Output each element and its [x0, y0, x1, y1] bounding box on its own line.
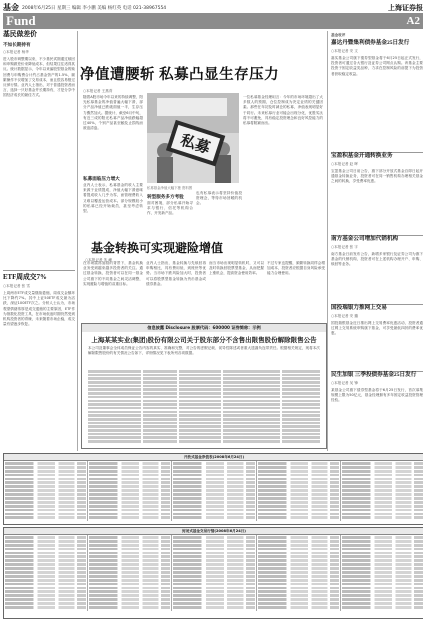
- table-row: [88, 429, 320, 432]
- fund-nav-table-caption: 开放式基金净值表(2008年6月24日): [4, 454, 423, 461]
- table-row: [5, 602, 86, 605]
- table-row: [258, 602, 339, 605]
- table-row: [89, 590, 170, 593]
- table-row: [173, 552, 254, 555]
- table-row: [5, 590, 86, 593]
- table-column: [4, 461, 88, 521]
- table-row: [342, 606, 423, 609]
- table-row: [173, 583, 254, 586]
- table-row: [342, 594, 423, 597]
- table-row: [258, 548, 339, 551]
- right-news-4-byline: ○本报记者 安 璐: [331, 314, 358, 318]
- main-article-col3: [243, 95, 323, 235]
- table-row: [88, 433, 320, 436]
- table-row: [88, 374, 320, 377]
- table-row: [88, 392, 320, 395]
- table-row: [258, 583, 339, 586]
- table-row: [258, 501, 339, 504]
- table-column: [88, 461, 172, 521]
- table-row: [258, 478, 339, 481]
- table-row: [173, 493, 254, 496]
- table-row: [342, 489, 423, 492]
- table-row: [342, 516, 423, 519]
- etf-article-body: 上周两市ETF成交量继续萎缩，周成交金额环比下降约7%。其中上证50ETF成交最为活跃，深证100ETF次之。分析人士认为，市场观望情绪浓厚是成交萎缩的主要原因，ETF作为指数化投资工具，在市场低迷时期仍然受到机构投资者的青睐，未来随着市场企稳，成交量有望逐步恢复。: [3, 291, 75, 327]
- table-row: [173, 470, 254, 473]
- page-number: A2: [406, 15, 420, 27]
- table-row: [89, 575, 170, 578]
- table-row: [88, 422, 320, 425]
- table-row: [342, 602, 423, 605]
- table-row: [173, 501, 254, 504]
- table-row: [88, 418, 320, 421]
- table-row: [258, 497, 339, 500]
- table-row: [258, 567, 339, 570]
- table-row: [173, 559, 254, 562]
- table-row: [342, 505, 423, 508]
- closed-fund-table-body: [4, 535, 423, 611]
- table-row: [342, 540, 423, 543]
- table-row: [342, 571, 423, 574]
- table-row: [173, 563, 254, 566]
- table-row: [342, 579, 423, 582]
- table-column: [4, 535, 88, 611]
- left-article-body: 进入股市调整期以来，不少基民试图通过赎回和申购做差价来降低成本，但结果往往适得其反。统计数据显示，今年以来偏股型基金的赎回费与申购费合计约占基金资产的1.5%，频繁操作不仅增加了交易成本，而且很容易错过反弹行情。业内人士指出，对于普通投资者而言，选择一只好基金并长期持有，才是分享中国经济成长的最佳方式。: [3, 57, 75, 98]
- table-row: [89, 485, 170, 488]
- photo-caption: 私募基金净值大幅下挫 资料图: [147, 186, 193, 190]
- table-row: [342, 590, 423, 593]
- table-row: [5, 474, 86, 477]
- table-row: [342, 583, 423, 586]
- table-row: [173, 571, 254, 574]
- table-row: [258, 590, 339, 593]
- table-row: [173, 489, 254, 492]
- table-row: [89, 509, 170, 512]
- main-article-text-5: 也有私募表示将坚持价值投资理念，等待市场回暖的机会。: [196, 191, 242, 206]
- main-byline: ○本报记者 王燕青: [83, 89, 113, 93]
- second-article-col4: 不过专家也提醒，频繁转换同样会增加成本，投资者应根据自身风险承受能力合理使用。: [267, 261, 325, 276]
- main-article-col4: [147, 191, 193, 239]
- table-row: [89, 559, 170, 562]
- table-row: [342, 563, 423, 566]
- fund-nav-table-body: [4, 461, 423, 521]
- table-row: [173, 598, 254, 601]
- main-subhead-pressure: 私募面临压力增大: [83, 177, 120, 182]
- table-row: [173, 462, 254, 465]
- right-news-4-body: 国投瑞银基金近日推出网上交易费率优惠活动，投资者通过网上交易系统申购旗下基金，可享受最低四折的费率优惠。: [331, 321, 423, 336]
- table-row: [5, 466, 86, 469]
- table-row: [342, 470, 423, 473]
- table-row: [258, 555, 339, 558]
- table-row: [5, 555, 86, 558]
- newspaper-page: [3, 3, 423, 619]
- table-row: [258, 516, 339, 519]
- table-row: [258, 481, 339, 484]
- main-headline: 净值遭腰斩 私募凸显生存压力: [80, 67, 280, 83]
- main-article-text-2: 业内人士表示，私募基金的收入主要来源于业绩提成，净值大幅下滑意味着提成收入几乎为零，而管理费收入又难以覆盖运营成本。部分规模较小的私募已经开始裁员，甚至考虑转型。: [83, 183, 143, 214]
- table-row: [173, 466, 254, 469]
- table-row: [173, 474, 254, 477]
- table-row: [89, 548, 170, 551]
- table-row: [88, 377, 320, 380]
- news-photo: [147, 93, 239, 183]
- table-column: [341, 535, 423, 611]
- table-row: [258, 513, 339, 516]
- closed-fund-table-caption: 封闭式基金交易行情(2008年6月24日): [4, 528, 423, 535]
- table-row: [342, 552, 423, 555]
- table-row: [5, 571, 86, 574]
- table-row: [5, 583, 86, 586]
- table-row: [258, 563, 339, 566]
- announcement-note: 本公司及董事会全体成员保证公告内容的真实、准确和完整，对公告的虚假记载、误导性陈述或者重大遗漏负连带责任。根据相关规定，现将本次解除限售股份的有关情况公告如下，详细情况见下表所列各项数据。: [88, 346, 320, 356]
- table-row: [88, 400, 320, 403]
- table-row: [173, 602, 254, 605]
- table-row: [89, 602, 170, 605]
- table-row: [89, 598, 170, 601]
- table-row: [89, 505, 170, 508]
- left-column: [3, 31, 75, 451]
- table-row: [89, 544, 170, 547]
- right-news-4-title: 国投瑞银力推网上交易: [331, 305, 387, 311]
- table-column: [257, 535, 341, 611]
- table-row: [5, 497, 86, 500]
- date-editor-line: 2008年6月25日 星期三 编辑 李小鹏 美编 杨红英 电话 021-38967554: [22, 5, 167, 11]
- private-fund-sign-image: [147, 93, 239, 183]
- table-row: [342, 501, 423, 504]
- right-news-1-title: 嘉达丹暨集利债券基金25日发行: [331, 40, 410, 46]
- table-row: [173, 575, 254, 578]
- table-row: [258, 470, 339, 473]
- table-row: [342, 478, 423, 481]
- table-row: [5, 489, 86, 492]
- table-row: [5, 606, 86, 609]
- table-row: [89, 516, 170, 519]
- table-row: [258, 552, 339, 555]
- main-article-text-3: 一位私募基金经理坦言：今年的市场环境超出了大多数人的预期，仓位控制成为决定业绩的关键因素。那些在年初及时减仓的私募，净值表现明显好于同行。未来私募行业可能会出现分化，优胜劣汰将不可避免，具有稳定投资理念和良好风控能力的私募将脱颖而出。: [243, 95, 323, 126]
- table-row: [342, 497, 423, 500]
- table-row: [5, 552, 86, 555]
- fund-nav-table: [3, 453, 423, 525]
- table-row: [5, 548, 86, 551]
- table-row: [89, 563, 170, 566]
- right-news-1: [331, 33, 423, 148]
- table-row: [89, 587, 170, 590]
- announcement-table: [88, 370, 320, 444]
- table-row: [173, 590, 254, 593]
- table-row: [89, 478, 170, 481]
- right-news-2-byline: ○本报记者 赵 晖: [331, 162, 358, 166]
- table-row: [258, 505, 339, 508]
- table-row: [258, 559, 339, 562]
- table-row: [258, 579, 339, 582]
- table-row: [89, 470, 170, 473]
- second-byline: ○本报记者 朱 峰: [85, 258, 112, 262]
- table-row: [5, 501, 86, 504]
- table-row: [258, 598, 339, 601]
- table-row: [89, 536, 170, 539]
- table-row: [89, 474, 170, 477]
- right-news-4: [331, 305, 423, 367]
- table-row: [342, 548, 423, 551]
- table-row: [173, 587, 254, 590]
- table-row: [173, 548, 254, 551]
- table-row: [88, 381, 320, 384]
- table-row: [89, 555, 170, 558]
- table-row: [89, 552, 170, 555]
- table-row: [88, 414, 320, 417]
- main-article-col1: [83, 95, 143, 235]
- right-news-3: [331, 236, 423, 300]
- table-row: [173, 485, 254, 488]
- table-row: [258, 594, 339, 597]
- right-news-5-byline: ○本报记者 吴 锋: [331, 381, 358, 385]
- section-label: Fund: [6, 13, 36, 28]
- table-row: [88, 396, 320, 399]
- table-row: [258, 462, 339, 465]
- main-article-col5: [196, 191, 242, 239]
- table-row: [342, 462, 423, 465]
- table-row: [342, 509, 423, 512]
- right-news-3-byline: ○本报记者 张 宇: [331, 245, 358, 249]
- table-row: [258, 489, 339, 492]
- table-row: [89, 462, 170, 465]
- column-divider: [77, 31, 78, 451]
- table-row: [173, 478, 254, 481]
- table-row: [173, 536, 254, 539]
- etf-article-title: ETF周成交7%: [3, 274, 47, 281]
- table-row: [89, 489, 170, 492]
- second-article-col1: 在市场震荡加剧的背景下，基金转换业务受到越来越多投资者的关注。通过基金转换，投资者可以在同一基金公司旗下的不同基金之间灵活调整，实现避险与增值的双重目标。: [83, 261, 143, 286]
- table-row: [342, 555, 423, 558]
- table-row: [89, 606, 170, 609]
- second-article-col2: 业内人士指出，基金转换与先赎回再申购相比，具有费用低、到账快等优势。当市场下跌风险加大时，投资者可以将股票型基金转换为货币基金或债券基金。: [146, 261, 206, 286]
- table-row: [5, 594, 86, 597]
- sign-lettering: 私募: [178, 132, 212, 158]
- table-row: [5, 540, 86, 543]
- table-row: [5, 516, 86, 519]
- table-row: [88, 440, 320, 443]
- table-row: [173, 606, 254, 609]
- table-row: [5, 598, 86, 601]
- table-column: [172, 461, 256, 521]
- table-row: [89, 513, 170, 516]
- table-row: [5, 505, 86, 508]
- table-row: [5, 587, 86, 590]
- table-row: [173, 481, 254, 484]
- announcement-header: 信息披露 Disclosure 股票代码：600000 证券简称：示例: [82, 324, 326, 332]
- table-row: [173, 509, 254, 512]
- table-row: [89, 571, 170, 574]
- page-header: [3, 3, 423, 12]
- newspaper-title: 上海证券报: [388, 4, 423, 12]
- table-column: [341, 461, 423, 521]
- table-row: [5, 544, 86, 547]
- table-column: [257, 461, 341, 521]
- table-row: [173, 516, 254, 519]
- right-news-3-title: 南方基金公司增加代销机构: [331, 236, 399, 242]
- table-row: [258, 544, 339, 547]
- right-news-2: [331, 153, 423, 231]
- right-news-5-title: 民生加银 三季投债券基金25日发行: [331, 372, 417, 378]
- table-row: [89, 579, 170, 582]
- table-row: [173, 579, 254, 582]
- table-row: [5, 481, 86, 484]
- table-row: [88, 385, 320, 388]
- table-row: [89, 567, 170, 570]
- table-row: [89, 466, 170, 469]
- table-row: [5, 513, 86, 516]
- announcement-title: 上海某某实业(集团)股份有限公司关于股东部分不含售出限售股份解除限售公告: [91, 337, 317, 344]
- table-row: [342, 559, 423, 562]
- table-row: [5, 470, 86, 473]
- table-row: [342, 567, 423, 570]
- right-news-5-body: 某基金公司旗下债券型基金将于6月25日发行，首次募集规模上限为50亿元，基金经理拥有多年固定收益投资管理经验。: [331, 388, 423, 403]
- table-row: [89, 594, 170, 597]
- table-row: [5, 509, 86, 512]
- table-row: [173, 544, 254, 547]
- table-row: [88, 370, 320, 373]
- table-row: [88, 425, 320, 428]
- table-row: [342, 466, 423, 469]
- table-row: [258, 509, 339, 512]
- second-headline: 基金转换可实现避险增值: [91, 241, 224, 255]
- table-row: [5, 563, 86, 566]
- table-row: [258, 540, 339, 543]
- table-row: [173, 497, 254, 500]
- column-divider-right: [327, 31, 328, 451]
- table-column: [172, 535, 256, 611]
- main-article-text: 随着A股市场今年以来的持续调整，阳光私募基金的净值普遍大幅下滑，部分产品净值已跌破面值一半，生存压力骤然加大。据统计，截至6月中旬，有近三成的阳光私募产品净值跌幅超过40%，个别产品甚至触及止损线而被迫清盘。: [83, 95, 143, 131]
- main-subhead-transform: 转型服务多方考验: [147, 195, 184, 200]
- table-row: [5, 493, 86, 496]
- table-row: [88, 403, 320, 406]
- right-column-label: 基金收评: [331, 33, 346, 37]
- table-row: [88, 407, 320, 410]
- table-row: [88, 388, 320, 391]
- second-article-col3: 而当市场出现明显转机时，又可以及时转换回股票型基金，从而把握上涨机会，提高资金使用效率。: [209, 261, 264, 276]
- table-row: [5, 575, 86, 578]
- table-row: [89, 501, 170, 504]
- section-banner: [3, 13, 423, 29]
- closed-fund-table: [3, 527, 423, 619]
- right-news-3-body: 南方基金日前发布公告，新增多家银行及证券公司为旗下基金的代销机构，投资者可在上述机构办理开户、申购、赎回等业务。: [331, 252, 423, 267]
- table-row: [258, 485, 339, 488]
- right-news-1-body: 嘉实基金公司旗下债券型基金将于6月25日起正式发行，投资者可通过各大银行及证券公司网点认购。该基金主要投资于固定收益类品种，力求在控制风险的前提下为投资者获取稳定收益。: [331, 56, 423, 76]
- table-row: [88, 411, 320, 414]
- table-row: [342, 481, 423, 484]
- table-row: [173, 513, 254, 516]
- table-row: [342, 485, 423, 488]
- table-row: [258, 466, 339, 469]
- divider: [3, 270, 75, 271]
- table-row: [5, 579, 86, 582]
- table-row: [89, 540, 170, 543]
- table-row: [342, 575, 423, 578]
- table-row: [258, 493, 339, 496]
- table-row: [5, 478, 86, 481]
- left-article-title: 基民做差价: [3, 31, 37, 38]
- table-row: [5, 567, 86, 570]
- table-row: [5, 536, 86, 539]
- announcement-box: [81, 323, 327, 449]
- etf-article-byline: ○本报记者 张 雪: [3, 284, 30, 288]
- right-news-2-body: 宝盈基金公司日前公告，旗下部分开放式基金自即日起开通基金转换业务，投资者可在同一销售机构办理相关基金之间的转换，享受费率优惠。: [331, 169, 423, 184]
- table-row: [89, 493, 170, 496]
- table-row: [173, 594, 254, 597]
- table-row: [258, 606, 339, 609]
- table-row: [342, 587, 423, 590]
- table-row: [258, 536, 339, 539]
- table-row: [89, 497, 170, 500]
- table-row: [342, 513, 423, 516]
- table-row: [342, 493, 423, 496]
- right-news-1-byline: ○本报记者 安 文: [331, 49, 358, 53]
- table-row: [342, 474, 423, 477]
- table-row: [258, 587, 339, 590]
- right-news-2-title: 宝盈积基金开通转换业务: [331, 153, 393, 159]
- table-row: [173, 555, 254, 558]
- left-article-subtitle: 不如长期持有: [3, 43, 31, 48]
- table-row: [89, 583, 170, 586]
- right-column: [331, 31, 423, 451]
- table-row: [258, 571, 339, 574]
- table-row: [342, 536, 423, 539]
- table-row: [258, 474, 339, 477]
- table-row: [5, 559, 86, 562]
- table-row: [5, 485, 86, 488]
- table-row: [5, 462, 86, 465]
- table-row: [258, 575, 339, 578]
- section-name: 基金: [3, 3, 19, 12]
- table-row: [173, 505, 254, 508]
- table-column: [88, 535, 172, 611]
- right-news-5: [331, 372, 423, 428]
- table-row: [173, 567, 254, 570]
- table-row: [342, 598, 423, 601]
- table-row: [173, 540, 254, 543]
- left-article-byline: ○本报记者 杨华: [3, 50, 29, 54]
- table-row: [89, 481, 170, 484]
- main-article-text-4: 面对困境，部分私募开始寻求与银行、信托等机构合作，开发新产品。: [147, 201, 193, 216]
- table-row: [88, 436, 320, 439]
- table-row: [342, 544, 423, 547]
